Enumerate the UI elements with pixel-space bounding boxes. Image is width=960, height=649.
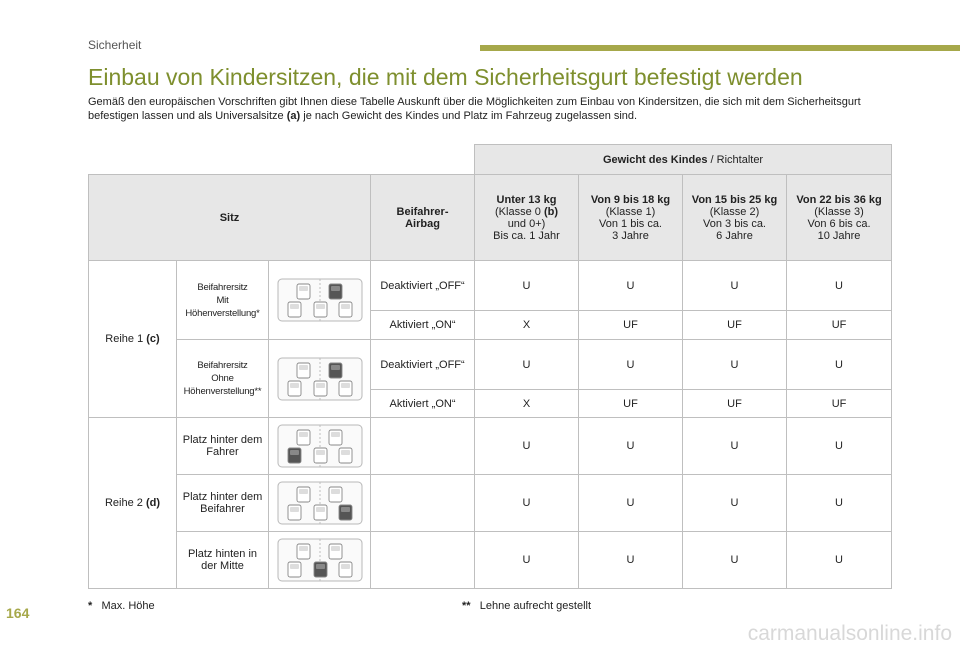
weight-header-rest: / Richtalter xyxy=(707,153,764,166)
weight-group-title: Unter 13 kg xyxy=(496,193,557,206)
rear-center-seat-diagram-icon xyxy=(272,537,367,583)
table-cell: U xyxy=(787,475,892,532)
table-cell: U xyxy=(787,261,892,311)
table-cell: UF xyxy=(579,390,683,418)
rear-left-seat-diagram-icon xyxy=(272,423,367,469)
row1-label-text: Reihe 1 xyxy=(105,333,147,345)
table-cell: U xyxy=(475,532,579,589)
airbag-state: Deaktiviert „OFF“ xyxy=(371,340,475,390)
row1-ref: (c) xyxy=(146,333,160,345)
weight-group-0 xyxy=(475,175,579,261)
table-cell: U xyxy=(683,418,787,475)
table-cell: U xyxy=(787,340,892,390)
row1-seat1-image xyxy=(269,261,371,340)
weight-group-age: Von 1 bis ca. xyxy=(599,217,662,230)
section-label: Sicherheit xyxy=(88,38,142,52)
weight-group-ref: (b) xyxy=(543,205,558,218)
table-cell: U xyxy=(475,418,579,475)
table-cell: UF xyxy=(787,390,892,418)
table-cell: U xyxy=(475,261,579,311)
table-cell: UF xyxy=(787,311,892,340)
row1-seat2-mark: ** xyxy=(254,386,262,397)
row1-label xyxy=(89,261,177,418)
intro-text-2: je nach Gewicht des Kindes und Platz im Fahrzeug zugelassen sind. xyxy=(303,110,638,122)
table-cell: U xyxy=(579,261,683,311)
row2-ref: (d) xyxy=(145,497,161,509)
table-cell: U xyxy=(787,532,892,589)
weight-group-age-end: 10 Jahre xyxy=(817,229,861,242)
footnote-1-mark: * xyxy=(88,600,93,612)
rear-right-seat-diagram-icon xyxy=(272,480,367,526)
row1-seat1-name xyxy=(177,261,269,340)
airbag-state: Deaktiviert „OFF“ xyxy=(371,261,475,311)
weight-group-age: Von 6 bis ca. xyxy=(807,217,871,230)
row2-label xyxy=(89,418,177,589)
footnote-1 xyxy=(88,600,155,612)
page-number: 164 xyxy=(6,605,30,621)
airbag-state: Aktiviert „ON“ xyxy=(371,311,475,340)
weight-group-age-end: Bis ca. 1 Jahr xyxy=(493,229,560,242)
weight-group-title: Von 9 bis 18 kg xyxy=(590,193,671,206)
page-title: Einbau von Kindersitzen, die mit dem Sicherheitsgurt befestigt werden xyxy=(88,64,803,90)
airbag-state: Aktiviert „ON“ xyxy=(371,390,475,418)
footnote-1-text: Max. Höhe xyxy=(101,600,155,612)
table-cell: UF xyxy=(683,390,787,418)
weight-group-1 xyxy=(579,175,683,261)
weight-group-3 xyxy=(787,175,892,261)
airbag-header-label: Beifahrer- Airbag xyxy=(396,205,449,230)
weight-group-age: Von 3 bis ca. xyxy=(703,217,766,230)
intro-ref: (a) xyxy=(286,110,301,122)
row2-seat3-name: Platz hinten in der Mitte xyxy=(177,532,269,589)
weight-group-2 xyxy=(683,175,787,261)
front-seat-diagram-icon xyxy=(272,356,367,402)
weight-group-title: Von 15 bis 25 kg xyxy=(691,193,778,206)
row2-seat2-name: Platz hinter dem Beifahrer xyxy=(177,475,269,532)
airbag-empty xyxy=(371,475,475,532)
front-seat-diagram-icon xyxy=(272,277,367,323)
watermark: carmanualsonline.info xyxy=(747,622,952,645)
footnote-2 xyxy=(462,600,591,612)
table-cell: U xyxy=(683,340,787,390)
airbag-empty xyxy=(371,532,475,589)
child-seat-table xyxy=(88,144,892,589)
table-cell: X xyxy=(475,390,579,418)
weight-group-class: (Klasse 1) xyxy=(605,205,656,218)
row1-seat2-name xyxy=(177,340,269,418)
table-cell: U xyxy=(579,475,683,532)
table-cell: X xyxy=(475,311,579,340)
weight-header-bold: Gewicht des Kindes xyxy=(602,153,708,166)
table-cell: U xyxy=(683,532,787,589)
weight-group-title: Von 22 bis 36 kg xyxy=(796,193,882,206)
airbag-empty xyxy=(371,418,475,475)
seat-header xyxy=(89,175,371,261)
table-cell: U xyxy=(683,261,787,311)
weight-group-age-end: 3 Jahre xyxy=(612,229,649,242)
intro-text-1: Gemäß den europäischen Vorschriften gibt Ihnen diese Tabelle Auskunft über die Möglichkeiten zum Einbau von Kindersitzen, die sich mit dem Sicherheitsgurt befestigen lassen und als Universalsitze xyxy=(88,96,861,122)
row2-label-text: Reihe 2 xyxy=(104,497,146,509)
row2-seat2-image xyxy=(269,475,371,532)
row2-seat1-image xyxy=(269,418,371,475)
intro-paragraph xyxy=(88,95,888,123)
table-cell: U xyxy=(579,418,683,475)
table-cell: UF xyxy=(683,311,787,340)
table-cell: U xyxy=(683,475,787,532)
seat-header-label: Sitz xyxy=(219,211,240,224)
weight-group-class: (Klasse 3) xyxy=(814,205,864,218)
row1-seat1-name-text: Beifahrersitz Mit Höhenverstellung xyxy=(185,281,257,319)
weight-group-age: und 0+) xyxy=(507,217,546,230)
airbag-header xyxy=(371,175,475,261)
table-cell: U xyxy=(787,418,892,475)
row1-seat2-image xyxy=(269,340,371,418)
weight-group-age-end: 6 Jahre xyxy=(716,229,753,242)
table-blank-corner xyxy=(89,145,475,175)
row2-seat3-image xyxy=(269,532,371,589)
weight-group-class: (Klasse 0 xyxy=(495,205,544,218)
weight-group-class: (Klasse 2) xyxy=(709,205,760,218)
row1-seat1-mark: * xyxy=(256,307,260,319)
table-cell: U xyxy=(579,532,683,589)
table-cell: UF xyxy=(579,311,683,340)
row1-seat2-name-text: Beifahrersitz Ohne Höhenverstellung xyxy=(183,360,255,397)
weight-header xyxy=(475,145,892,175)
footnote-2-mark: ** xyxy=(462,600,471,612)
table-cell: U xyxy=(475,475,579,532)
table-cell: U xyxy=(579,340,683,390)
footnote-2-text: Lehne aufrecht gestellt xyxy=(479,600,592,612)
row2-seat1-name: Platz hinter dem Fahrer xyxy=(177,418,269,475)
section-bar xyxy=(480,45,960,51)
table-cell: U xyxy=(475,340,579,390)
